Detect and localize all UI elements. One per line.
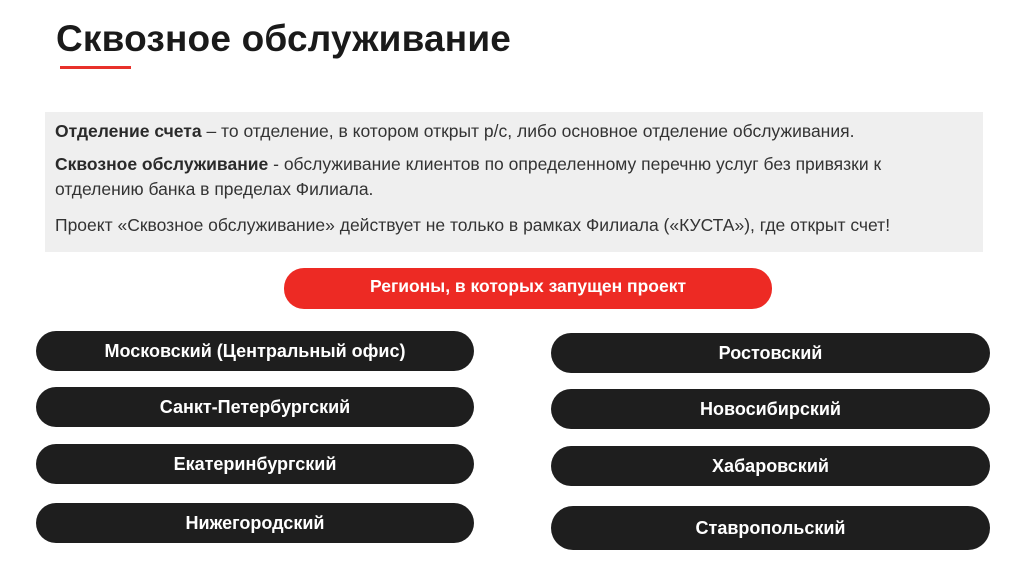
region-pill: Екатеринбургский — [36, 444, 474, 484]
title-underline — [60, 66, 131, 69]
definition-term: Отделение счета — [55, 121, 202, 141]
region-pill: Нижегородский — [36, 503, 474, 543]
regions-header: Регионы, в которых запущен проект — [284, 268, 772, 309]
definition-through-service — [55, 152, 973, 202]
region-pill: Московский (Центральный офис) — [36, 331, 474, 371]
slide-title: Сквозное обслуживание — [56, 18, 512, 59]
region-pill: Хабаровский — [551, 446, 990, 486]
region-pill: Ставропольский — [551, 506, 990, 550]
definition-text: – то отделение, в котором открыт р/с, либо основное отделение обслуживания. — [201, 121, 855, 141]
definitions-box — [45, 112, 983, 252]
region-pill: Ростовский — [551, 333, 990, 373]
definition-account-branch — [55, 119, 973, 144]
definition-term: Сквозное обслуживание — [55, 154, 269, 174]
definition-text: - обслуживание клиентов по определенному перечню услуг без привязки к отделению банка в пределах Филиала. — [55, 154, 882, 199]
project-note: Проект «Сквозное обслуживание» действует не только в рамках Филиала («КУСТА»), где открыт счет! — [55, 215, 891, 235]
region-pill: Санкт-Петербургский — [36, 387, 474, 427]
region-pill: Новосибирский — [551, 389, 990, 429]
